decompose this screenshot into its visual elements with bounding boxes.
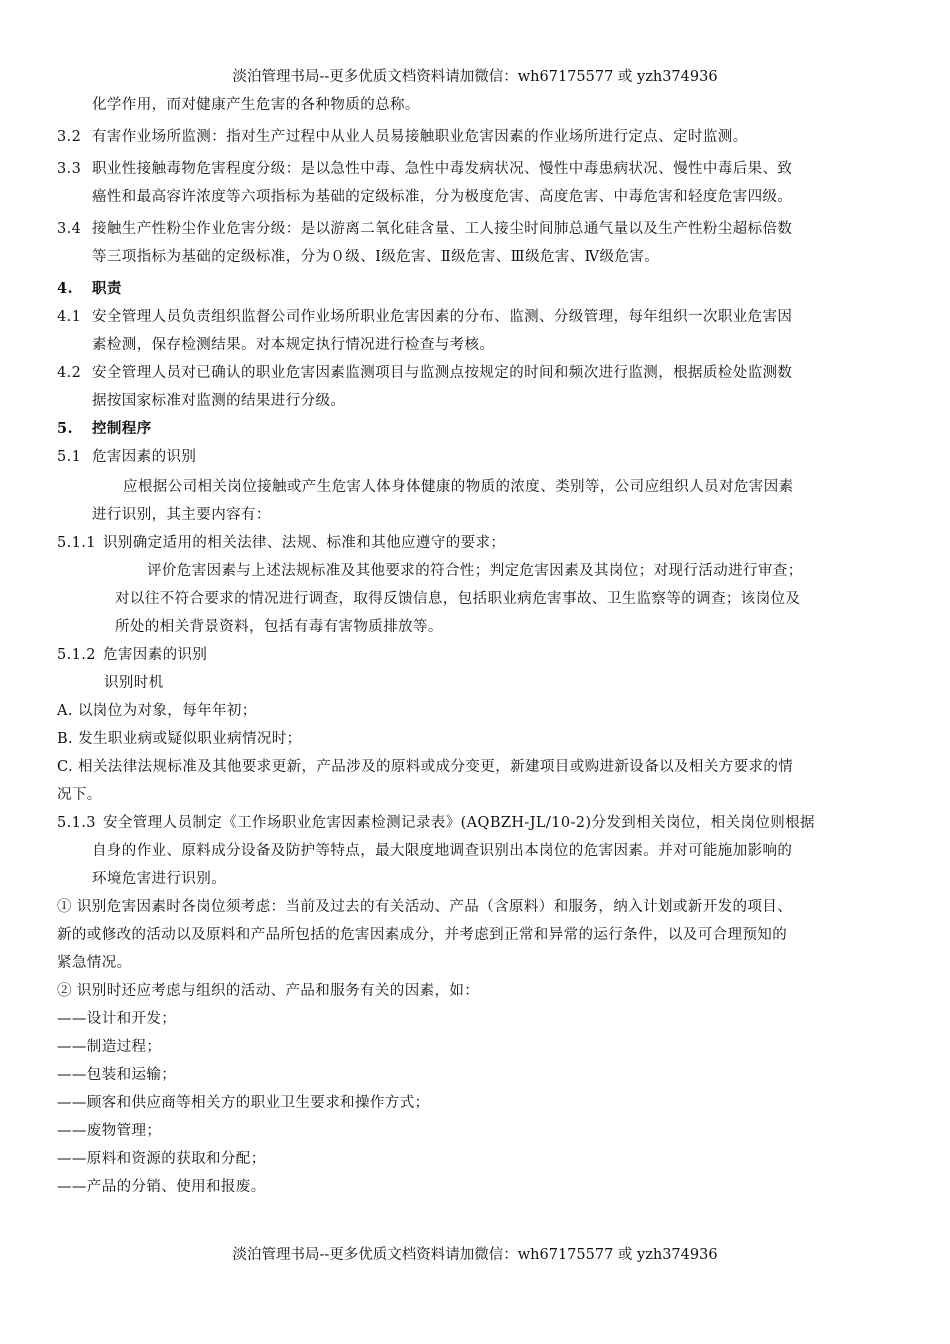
section-number: 5.1	[57, 449, 82, 465]
list-item: ——设计和开发；	[57, 1011, 177, 1027]
list-item: 况下。	[57, 787, 102, 803]
section-text: 有害作业场所监测：指对生产过程中从业人员易接触职业危害因素的作业场所进行定点、定时监测。	[92, 129, 748, 145]
heading-title: 职责	[92, 280, 122, 297]
list-item: A. 以岗位为对象，每年年初；	[57, 703, 257, 719]
paragraph: 对以往不符合要求的情况进行调查，取得反馈信息，包括职业病危害事故、卫生监察等的调查；该岗位及	[115, 591, 801, 607]
list-item: ——原料和资源的获取和分配；	[57, 1151, 266, 1167]
list-item: ——废物管理；	[57, 1123, 162, 1139]
paragraph: 评价危害因素与上述法规标准及其他要求的符合性；判定危害因素及其岗位；对现行活动进行审查；	[147, 563, 803, 579]
section-text: 自身的作业、原料成分设备及防护等特点，最大限度地调查识别出本岗位的危害因素。并对可能施加影响的	[92, 843, 793, 859]
section-3-3	[57, 155, 893, 211]
section-title: 危害因素的识别	[103, 647, 208, 663]
section-5-1	[57, 443, 893, 471]
section-number: 3.4	[57, 221, 82, 237]
section-text: 职业性接触毒物危害程度分级：是以急性中毒、急性中毒发病状况、慢性中毒患病状况、慢性中毒后果、致	[92, 161, 793, 177]
page-footer: 淡泊管理书局--更多优质文档资料请加微信：wh67175577 或 yzh374936	[232, 1247, 718, 1263]
list-item: ——产品的分销、使用和报废。	[57, 1179, 266, 1195]
section-text: 素检测，保存检测结果。对本规定执行情况进行检查与考核。	[92, 337, 495, 353]
page-header: 淡泊管理书局--更多优质文档资料请加微信：wh67175577 或 yzh374936	[232, 69, 718, 85]
section-number: 5.1.2	[57, 647, 96, 663]
section-text: 接触生产性粉尘作业危害分级：是以游离二氧化硅含量、工人接尘时间肺总通气量以及生产性粉尘超标倍数	[92, 221, 793, 237]
section-text: 环境危害进行识别。	[92, 871, 227, 887]
document-body	[57, 91, 893, 1201]
heading-5	[57, 415, 893, 443]
section-text: 据按国家标准对监测的结果进行分级。	[92, 393, 346, 409]
section-number: 4.2	[57, 365, 82, 381]
section-3-4	[57, 215, 893, 271]
section-text: 安全管理人员制定《工作场职业危害因素检测记录表》(AQBZH-JL/10-2)分发到相关岗位，相关岗位则根据	[103, 815, 815, 831]
section-title: 危害因素的识别	[92, 449, 197, 465]
list-item: ——顾客和供应商等相关方的职业卫生要求和操作方式；	[57, 1095, 430, 1111]
section-number: 3.2	[57, 129, 82, 145]
paragraph: 识别时机	[104, 675, 164, 691]
heading-4	[57, 275, 893, 303]
section-text: 癌性和最高容许浓度等六项指标为基础的定级标准，分为极度危害、高度危害、中毒危害和轻度危害四级。	[92, 189, 793, 205]
heading-number: 4.	[57, 280, 73, 297]
section-number: 4.1	[57, 309, 82, 325]
section-4-1	[57, 303, 893, 359]
section-3-2	[57, 123, 893, 151]
list-item: ——制造过程；	[57, 1039, 162, 1055]
heading-number: 5.	[57, 420, 73, 437]
list-item: ——包装和运输；	[57, 1067, 177, 1083]
section-5-1-1	[57, 529, 893, 557]
paragraph: 应根据公司相关岗位接触或产生危害人体身体健康的物质的浓度、类别等，公司应组织人员对危害因素	[123, 479, 794, 495]
paragraph: ② 识别时还应考虑与组织的活动、产品和服务有关的因素，如：	[57, 983, 480, 999]
section-number: 5.1.1	[57, 535, 96, 551]
section-number: 5.1.3	[57, 815, 96, 831]
section-5-1-2	[57, 641, 893, 669]
section-title: 识别确定适用的相关法律、法规、标准和其他应遵守的要求；	[103, 535, 506, 551]
section-text: 安全管理人员负责组织监督公司作业场所职业危害因素的分布、监测、分级管理，每年组织一次职业危害因	[92, 309, 793, 325]
list-item: C. 相关法律法规标准及其他要求更新，产品涉及的原料或成分变更，新建项目或购进新设备以及相关方要求的情	[57, 759, 794, 775]
paragraph: 新的或修改的活动以及原料和产品所包括的危害因素成分，并考虑到正常和异常的运行条件，以及可合理预知的	[57, 927, 788, 943]
list-item: B. 发生职业病或疑似职业病情况时；	[57, 731, 302, 747]
heading-title: 控制程序	[92, 420, 152, 437]
section-text: 安全管理人员对已确认的职业危害因素监测项目与监测点按规定的时间和频次进行监测，根据质检处监测数	[92, 365, 793, 381]
paragraph: 化学作用，而对健康产生危害的各种物质的总称。	[92, 97, 420, 113]
section-number: 3.3	[57, 161, 82, 177]
paragraph: 进行识别，其主要内容有：	[92, 507, 271, 523]
paragraph: 所处的相关背景资料，包括有毒有害物质排放等。	[115, 619, 443, 635]
section-4-2	[57, 359, 893, 415]
paragraph: ① 识别危害因素时各岗位须考虑：当前及过去的有关活动、产品（含原料）和服务，纳入计划或新开发的项目、	[57, 899, 793, 915]
section-5-1-3	[57, 809, 893, 893]
paragraph: 紧急情况。	[57, 955, 132, 971]
section-text: 等三项指标为基础的定级标准，分为０级、Ⅰ级危害、Ⅱ级危害、Ⅲ级危害、Ⅳ级危害。	[92, 249, 660, 265]
